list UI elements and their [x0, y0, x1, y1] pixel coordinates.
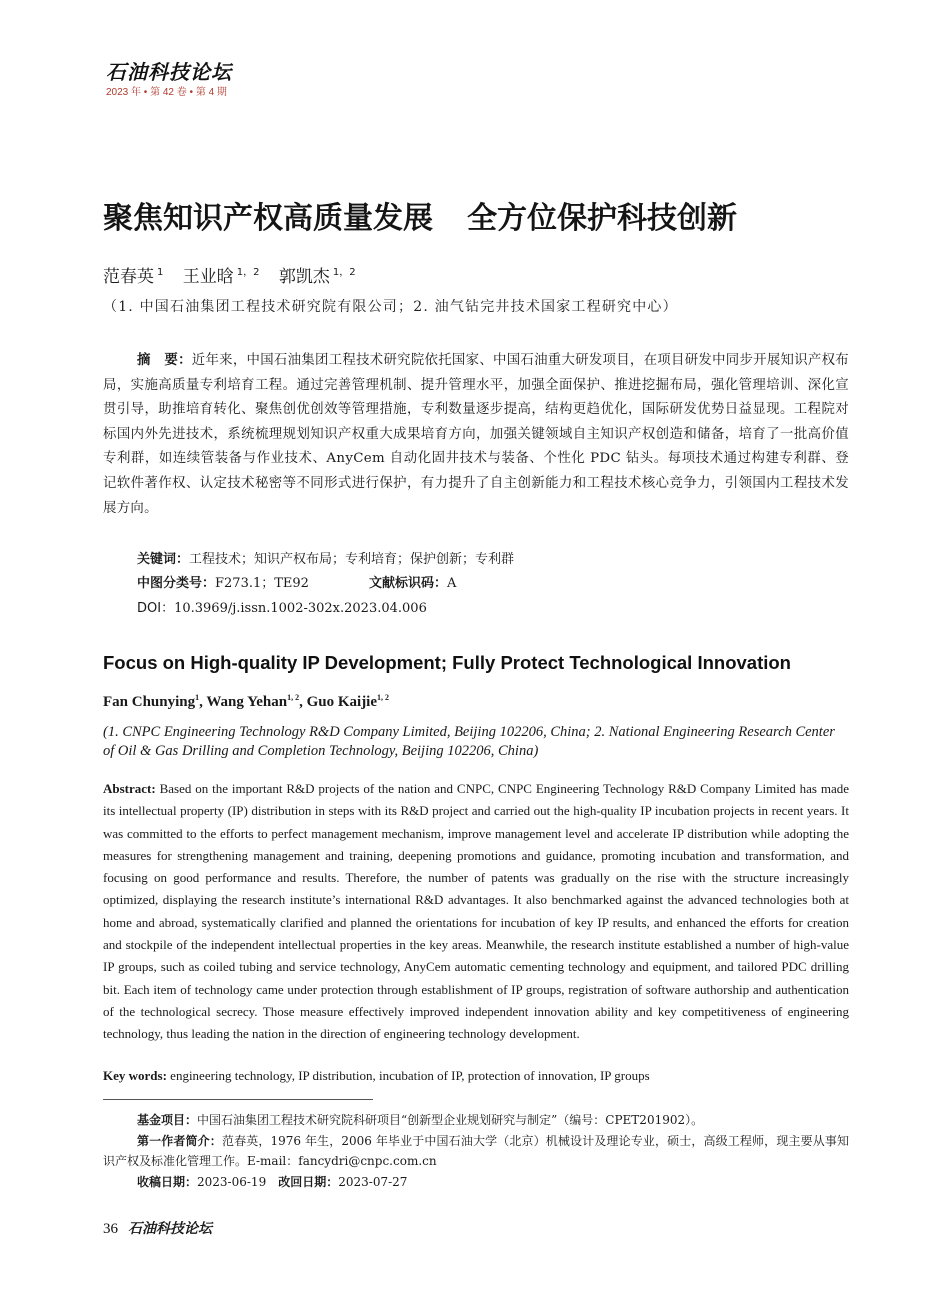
author-en: Guo Kaijie$^{1, 2}$ — [306, 693, 390, 710]
classification-line: 中图分类号：F273.1；TE92 文献标识码：A — [137, 576, 457, 591]
page-number: 36 — [103, 1221, 118, 1237]
classification-code: F273.1；TE92 — [215, 576, 309, 591]
authors-zh — [103, 262, 370, 287]
keywords-zh: 关键词：工程技术；知识产权布局；专利培育；保护创新；专利群 — [137, 552, 515, 567]
affiliations-zh: （1. 中国石油集团工程技术研究院有限公司；2. 油气钻完井技术国家工程研究中心） — [103, 299, 678, 315]
abstract-zh — [103, 349, 849, 521]
article-title-zh — [103, 193, 737, 237]
page-footer — [103, 1218, 212, 1238]
affiliations-en: (1. CNPC Engineering Technology R&D Company Limited, Beijing 102206, China; 2. National Engineering Research Center of Oil & Gas Drilling and Completion Technology, Beijing 102206, China) — [103, 724, 835, 759]
footer-journal-name: 石油科技论坛 — [128, 1221, 212, 1237]
authors-en — [103, 693, 389, 711]
author-zh: 郭凯杰 $^{1,2}$ — [278, 267, 356, 287]
issue-info: 2023 年 • 第 42 卷 • 第 4 期 — [106, 87, 227, 98]
journal-logo: 石油科技论坛 — [106, 60, 232, 84]
author-zh: 范春英 $^1$ — [103, 267, 164, 287]
author-en: Fan Chunying$^1$, — [103, 693, 207, 710]
author-en: Wang Yehan$^{1, 2}$, — [206, 693, 307, 710]
abstract-en-text: Based on the important R&D projects of the nation and CNPC, CNPC Engineering Technology R&D Company Limited has made its intellectual property (IP) distribution in steps with its R&D project and carried out the high-quality IP incubation projects in recent years. It was committed to the efforts to perfect management mechanism, improve management level and accelerate IP distribution while adopting the measures for strengthening management and training, deepening promotions and guidance, promoting incubation and transformation, and focusing on good performance and results. Therefore, the number of patents was gradually on the rise with the structure increasingly optimized, displaying the research institute’s international R&D advantages. It also benchmarked against the advanced technologies both at home and abroad, systematically clarified and planned the orientations for incubation of key IP results, and enhanced the efforts for creation and stockpile of the independent intellectual properties in the key areas. Meanwhile, the research institute established a number of high-value IP groups, such as coiled tubing and service technology, AnyCem automatic cementing technology and equipment, and tailored PDC drilling bit. Each item of technology came under protection through establishment of IP groups, registration of software authorship and authentication of the technological secrecy. Those measure effectively improved independent innovation ability and key competitiveness of engineering technology, thus leading the nation in the direction of engineering technology development. — [103, 781, 850, 1042]
footnotes — [103, 1110, 849, 1192]
abstract-zh-label: 摘 要： — [137, 353, 192, 368]
doi: DOI：10.3969/j.issn.1002-302x.2023.04.006 — [137, 601, 427, 616]
author-zh: 王业晗 $^{1,2}$ — [182, 267, 260, 287]
footnote-divider — [103, 1099, 373, 1100]
abstract-zh-text: 近年来，中国石油集团工程技术研究院依托国家、中国石油重大研发项目，在项目研发中同步开展知识产权布局，实施高质量专利培育工程。通过完善管理机制、提升管理水平，加强全面保护、推进挖掘布局，强化管理培训、深化宣贯引导，助推培育转化、聚焦创优创效等管理措施，专利数量逐步提高，结构更趋优化，国际研发优势日益显现。工程院对标国内外先进技术，系统梳理规划知识产权重大成果培育方向，加强关键领域自主知识产权创造和储备，培育了一批高价值专利群，如连续管装备与作业技术、AnyCem 自动化固井技术与装备、个性化 PDC 钻头。每项技术通过构建专利群、登记软件著作权、认定技术秘密等不同形式进行保护，有力提升了自主创新能力和工程技术核心竞争力，引领国内工程技术发展方向。 — [103, 353, 849, 516]
doi-value: 10.3969/j.issn.1002-302x.2023.04.006 — [174, 601, 427, 616]
keywords-en: Key words: engineering technology, IP distribution, incubation of IP, protection of innovation, IP groups — [103, 1068, 650, 1083]
fund-note: 基金项目：中国石油集团工程技术研究院科研项目“创新型企业规划研究与制定”（编号：CPET201902）。 — [137, 1113, 704, 1127]
abstract-en — [103, 778, 849, 1046]
title-zh-part1: 聚焦知识产权高质量发展 — [103, 201, 433, 236]
abstract-en-label: Abstract: — [103, 781, 156, 796]
document-code: A — [446, 576, 457, 591]
author-bio-note: 第一作者简介：范春英，1976 年生，2006 年毕业于中国石油大学（北京）机械设计及理论专业，硕士，高级工程师，现主要从事知识产权及标准化管理工作。E-mail：fancydri@cnpc.com.cn — [103, 1133, 849, 1168]
dates-note: 收稿日期：2023-06-19 改回日期：2023-07-27 — [137, 1174, 408, 1189]
article-title-en: Focus on High-quality IP Development; Fully Protect Technological Innovation — [103, 652, 791, 673]
title-zh-part2: 全方位保护科技创新 — [467, 201, 737, 236]
